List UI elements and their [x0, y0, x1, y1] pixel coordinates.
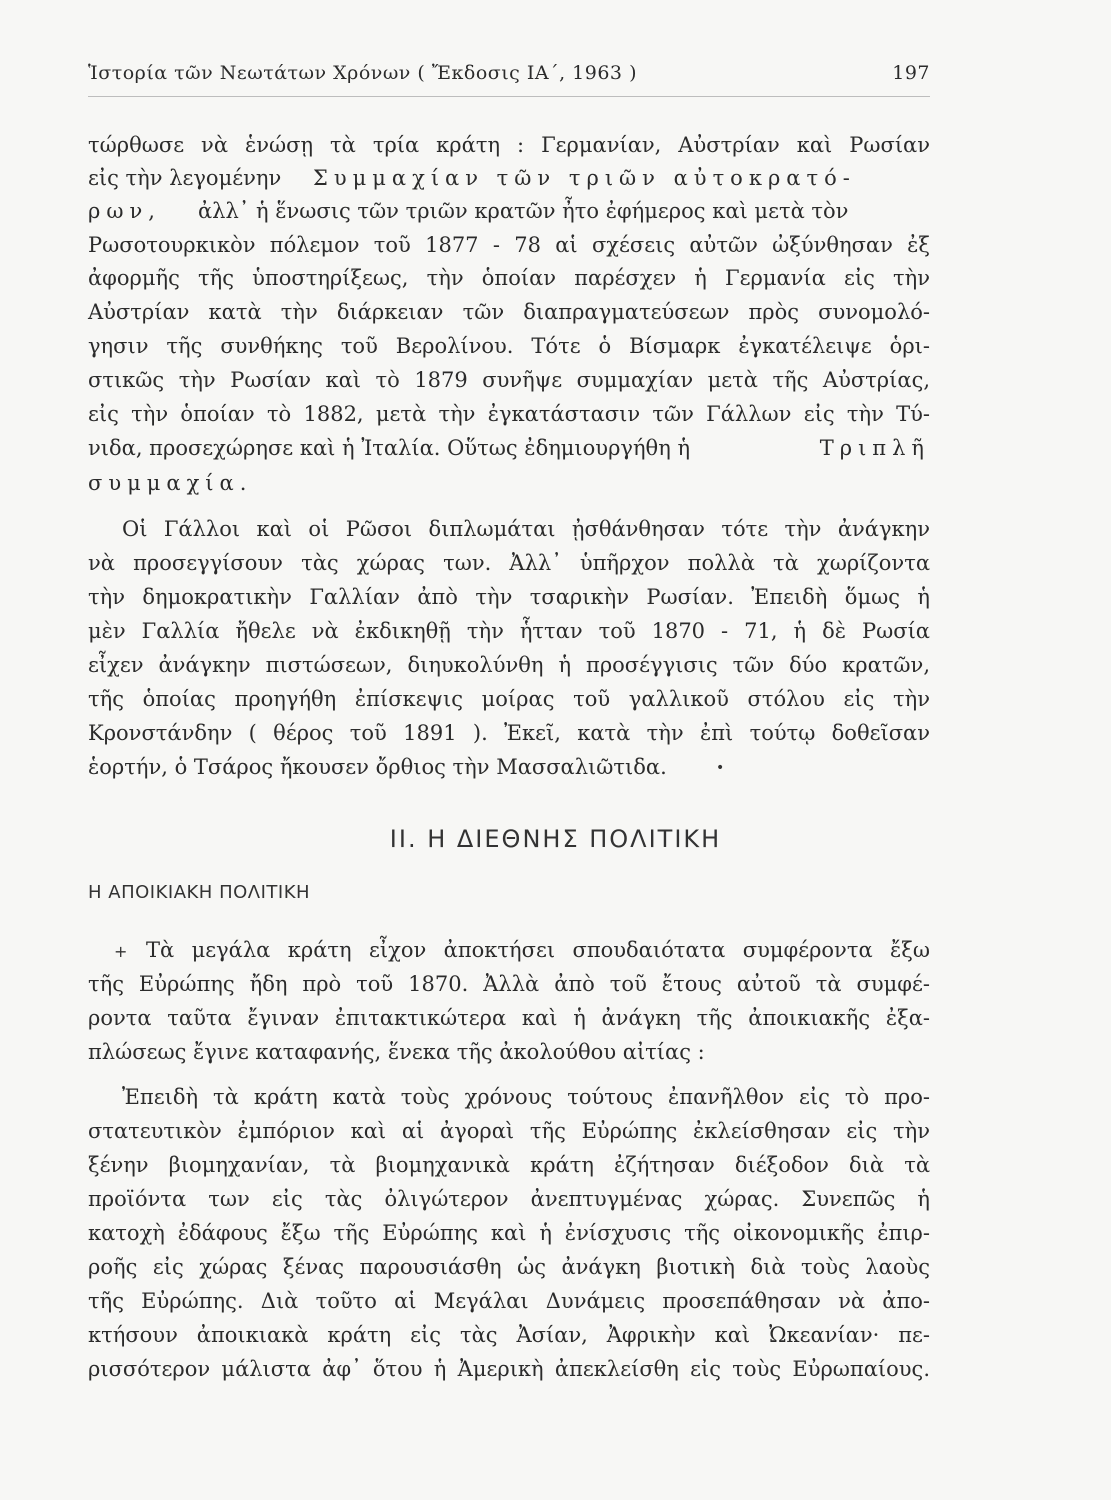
- text-line: εἶχεν ἀνάγκην πιστώσεων, διηυκολύνθη ἡ προσέγγισις τῶν δύο κρατῶν,: [88, 653, 930, 677]
- text-line: συμμαχία.: [88, 471, 253, 495]
- subheading: Η ΑΠΟΙΚΙΑΚΗ ΠΟΛΙΤΙΚΗ: [88, 882, 311, 903]
- text-line: προϊόντα των εἰς τὰς ὀλιγώτερον ἀνεπτυγμένας χώρας. Συνεπῶς ἡ: [88, 1187, 930, 1211]
- running-head: [88, 60, 930, 90]
- section-heading: ΙΙ. Η ΔΙΕΘΝΗΣ ΠΟΛΙΤΙΚΗ: [389, 825, 722, 853]
- page-number: 197: [892, 62, 930, 84]
- text-line: Τὰ μεγάλα κράτη εἶχον ἀποκτήσει σπουδαιότατα συμφέροντα ἔξω: [146, 938, 930, 962]
- text-line: νὰ προσεγγίσουν τὰς χώρας των. Ἀλλ᾽ ὑπῆρχον πολλὰ τὰ χωρίζοντα: [88, 551, 930, 575]
- text-line: [88, 431, 930, 465]
- text-fragment: νιδα, προσεχώρησε καὶ ἡ Ἰταλία. Οὕτως ἐδημιουργήθη ἡ: [88, 436, 691, 460]
- text-line: στατευτικὸν ἐμπόριον καὶ αἱ ἀγοραὶ τῆς Εὐρώπης ἐκλείσθησαν εἰς τὴν: [88, 1119, 930, 1143]
- text-line: [88, 161, 930, 195]
- text-line: ἑορτήν, ὁ Τσάρος ἤκουσεν ὄρθιος τὴν Μασσαλιῶτιδα.: [88, 755, 667, 779]
- text-line: γησιν τῆς συνθήκης τοῦ Βερολίνου. Τότε ὁ Βίσμαρκ ἐγκατέλειψε ὁρι-: [88, 334, 930, 358]
- text-line: τῆς Εὐρώπης. Διὰ τοῦτο αἱ Μεγάλαι Δυνάμεις προσεπάθησαν νὰ ἀπο-: [88, 1289, 930, 1313]
- text-line: τῆς Εὐρώπης ἤδη πρὸ τοῦ 1870. Ἀλλὰ ἀπὸ τοῦ ἔτους αὐτοῦ τὰ συμφέ-: [88, 972, 930, 996]
- header-rule: [88, 96, 930, 97]
- text-line: μὲν Γαλλία ἤθελε νὰ ἐκδικηθῇ τὴν ἧτταν τοῦ 1870 - 71, ἡ δὲ Ρωσία: [88, 619, 930, 643]
- text-line: κατοχὴ ἐδάφους ἔξω τῆς Εὐρώπης καὶ ἡ ἐνίσχυσις τῆς οἰκονομικῆς ἐπιρ-: [88, 1221, 930, 1245]
- text-line: Ρωσοτουρκικὸν πόλεμον τοῦ 1877 - 78 αἱ σχέσεις αὐτῶν ὠξύνθησαν ἐξ: [88, 233, 930, 257]
- text-line: τῆς ὁποίας προηγήθη ἐπίσκεψις μοίρας τοῦ γαλλικοῦ στόλου εἰς τὴν: [88, 687, 930, 711]
- running-title: Ἱστορία τῶν Νεωτάτων Χρόνων ( Ἔκδοσις ΙΑ΄, 1963 ): [88, 62, 637, 84]
- text-line: Οἱ Γάλλοι καὶ οἱ Ρῶσοι διπλωμάται ᾐσθάνθησαν τότε τὴν ἀνάγκην: [122, 517, 930, 541]
- text-line: τώρθωσε νὰ ἑνώσῃ τὰ τρία κράτη : Γερμανίαν, Αὐστρίαν καὶ Ρωσίαν: [88, 133, 930, 157]
- text-fragment: εἰς τὴν λεγομένην: [88, 166, 282, 190]
- spaced-emphasis: Συμμαχίαν τῶν τριῶν αὐτοκρατό-: [313, 166, 856, 190]
- text-line: Αὐστρίαν κατὰ τὴν διάρκειαν τῶν διαπραγματεύσεων πρὸς συνομολό-: [88, 300, 930, 324]
- text-line: ροῆς εἰς χώρας ξένας παρουσιάσθη ὡς ἀνάγκη βιοτικὴ διὰ τοὺς λαοὺς: [88, 1255, 930, 1279]
- text-line: ἀφορμῆς τῆς ὑποστηρίξεως, τὴν ὁποίαν παρέσχεν ἡ Γερμανία εἰς τὴν: [88, 266, 930, 290]
- margin-mark: +: [114, 942, 128, 961]
- text-line: [88, 194, 930, 228]
- text-line: ξένην βιομηχανίαν, τὰ βιομηχανικὰ κράτη ἐζήτησαν διέξοδον διὰ τὰ: [88, 1153, 930, 1177]
- spaced-emphasis: Τριπλῆ: [819, 436, 930, 460]
- text-line: Κρονστάνδην ( θέρος τοῦ 1891 ). Ἐκεῖ, κατὰ τὴν ἐπὶ τούτῳ δοθεῖσαν: [88, 721, 930, 745]
- text-line: εἰς τὴν ὁποίαν τὸ 1882, μετὰ τὴν ἐγκατάστασιν τῶν Γάλλων εἰς τὴν Τύ-: [88, 402, 930, 426]
- text-line: κτήσουν ἀποικιακὰ κράτη εἰς τὰς Ἀσίαν, Ἀφρικὴν καὶ Ὠκεανίαν· πε-: [88, 1323, 930, 1347]
- text-line: στικῶς τὴν Ρωσίαν καὶ τὸ 1879 συνῆψε συμμαχίαν μετὰ τῆς Αὐστρίας,: [88, 368, 930, 392]
- spaced-emphasis: ρων,: [88, 199, 161, 223]
- text-line: Ἐπειδὴ τὰ κράτη κατὰ τοὺς χρόνους τούτους ἐπανῆλθον εἰς τὸ προ-: [122, 1085, 930, 1109]
- margin-mark: •: [716, 760, 725, 776]
- text-line: τὴν δημοκρατικὴν Γαλλίαν ἀπὸ τὴν τσαρικὴν Ρωσίαν. Ἐπειδὴ ὅμως ἡ: [88, 585, 930, 609]
- text-line: ρισσότερον μάλιστα ἀφ᾽ ὅτου ἡ Ἀμερικὴ ἀπεκλείσθη εἰς τοὺς Εὐρωπαίους.: [88, 1357, 930, 1381]
- text-line: πλώσεως ἔγινε καταφανής, ἕνεκα τῆς ἀκολούθου αἰτίας :: [88, 1040, 705, 1064]
- text-line: ροντα ταῦτα ἔγιναν ἐπιτακτικώτερα καὶ ἡ ἀνάγκη τῆς ἀποικιακῆς ἐξα-: [88, 1006, 930, 1030]
- text-fragment: ἀλλ᾽ ἡ ἕνωσις τῶν τριῶν κρατῶν ἦτο ἐφήμερος καὶ μετὰ τὸν: [198, 199, 849, 223]
